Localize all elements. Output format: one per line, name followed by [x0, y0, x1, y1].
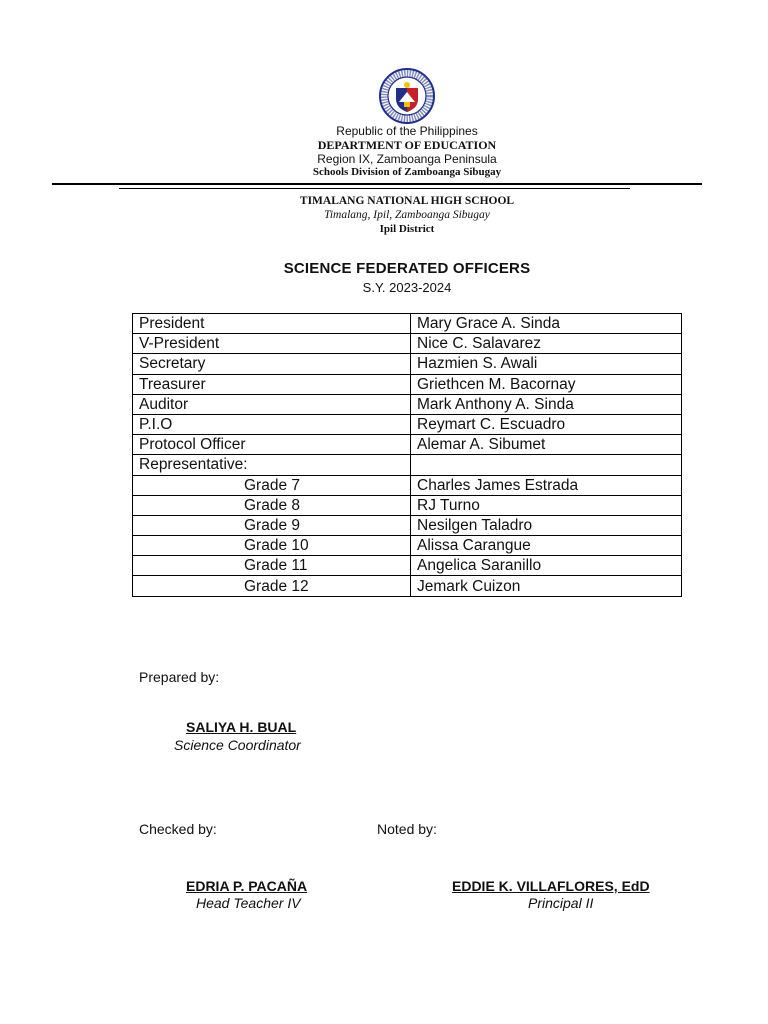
officer-name: Hazmien S. Awali [411, 354, 682, 374]
officer-position: Grade 10 [133, 536, 411, 556]
officer-row [133, 475, 682, 495]
officer-row [133, 414, 682, 434]
officer-name: Griethcen M. Bacornay [411, 374, 682, 394]
officer-row [133, 374, 682, 394]
prepared-by-name: SALIYA H. BUAL [186, 719, 297, 735]
officers-table-body [133, 314, 682, 597]
officer-name: Nesilgen Taladro [411, 515, 682, 535]
officer-name: Mark Anthony A. Sinda [411, 394, 682, 414]
noted-by-label: Noted by: [377, 821, 437, 837]
officer-position: Grade 11 [133, 556, 411, 576]
officer-row [133, 576, 682, 596]
officer-name: Alissa Carangue [411, 536, 682, 556]
officer-name: Angelica Saranillo [411, 556, 682, 576]
division-line: Schools Division of Zamboanga Sibugay [312, 166, 502, 178]
officer-row [133, 536, 682, 556]
officer-position: Representative: [133, 455, 411, 475]
officer-position: Protocol Officer [133, 435, 411, 455]
officers-table [132, 313, 682, 597]
officer-row [133, 495, 682, 515]
department-name: DEPARTMENT OF EDUCATION [317, 138, 497, 152]
officer-name: Mary Grace A. Sinda [411, 314, 682, 334]
noted-by-title: Principal II [528, 895, 594, 911]
officer-row [133, 455, 682, 475]
officer-position: President [133, 314, 411, 334]
district-line: Ipil District [379, 223, 435, 235]
officer-position: Grade 7 [133, 475, 411, 495]
school-name: TIMALANG NATIONAL HIGH SCHOOL [299, 195, 515, 207]
officer-row [133, 354, 682, 374]
officer-name: Reymart C. Escuadro [411, 414, 682, 434]
school-year: S.Y. 2023-2024 [362, 280, 452, 295]
officer-name: Alemar A. Sibumet [411, 435, 682, 455]
prepared-by-label: Prepared by: [139, 669, 220, 685]
prepared-by-title: Science Coordinator [174, 737, 301, 753]
region-line: Region IX, Zamboanga Peninsula [317, 152, 497, 166]
officer-position: Grade 12 [133, 576, 411, 596]
officer-row [133, 334, 682, 354]
checked-by-label: Checked by: [139, 821, 217, 837]
officer-row [133, 394, 682, 414]
document-title: SCIENCE FEDERATED OFFICERS [283, 260, 531, 277]
officer-row [133, 515, 682, 535]
header-divider-thin [119, 188, 630, 189]
officer-name: Jemark Cuizon [411, 576, 682, 596]
officer-name: RJ Turno [411, 495, 682, 515]
officer-name [411, 455, 682, 475]
officer-position: Treasurer [133, 374, 411, 394]
officer-row [133, 435, 682, 455]
officer-name: Nice C. Salavarez [411, 334, 682, 354]
officer-position: Grade 8 [133, 495, 411, 515]
officer-position: V-President [133, 334, 411, 354]
noted-by-name: EDDIE K. VILLAFLORES, EdD [452, 878, 650, 894]
officer-position: Auditor [133, 394, 411, 414]
checked-by-title: Head Teacher IV [196, 895, 301, 911]
checked-by-name: EDRIA P. PACAÑA [186, 878, 308, 894]
officer-row [133, 314, 682, 334]
deped-seal-logo [379, 68, 435, 124]
officer-name: Charles James Estrada [411, 475, 682, 495]
officer-position: Secretary [133, 354, 411, 374]
school-address: Timalang, Ipil, Zamboanga Sibugay [324, 209, 490, 221]
officer-row [133, 556, 682, 576]
header-divider-thick [52, 183, 702, 185]
republic-line: Republic of the Philippines [336, 124, 478, 138]
officer-position: Grade 9 [133, 515, 411, 535]
officer-position: P.I.O [133, 414, 411, 434]
